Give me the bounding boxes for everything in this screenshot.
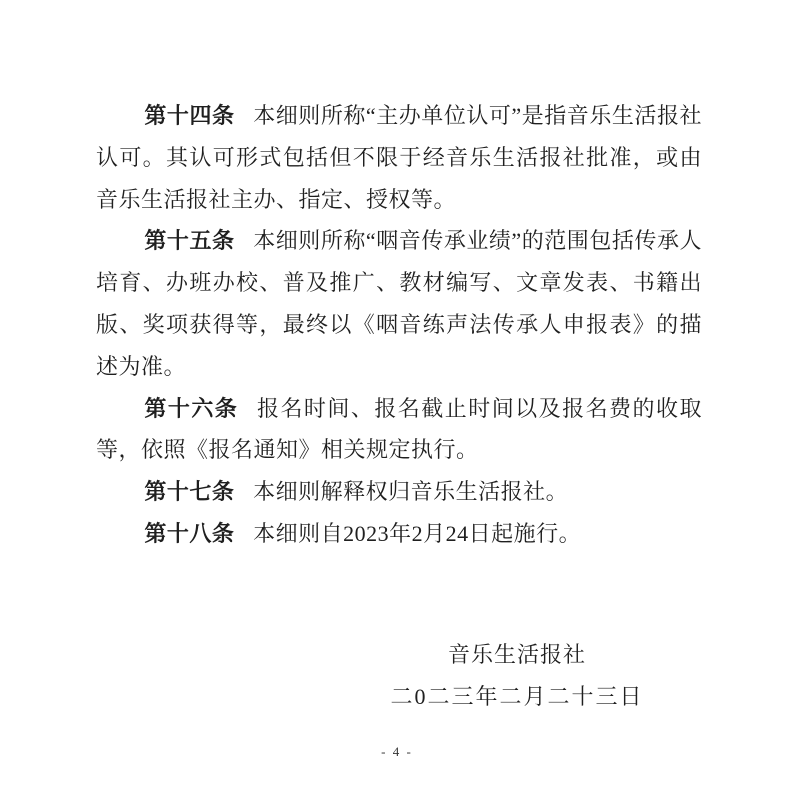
- article-text: 报名时间、报名截止时间以及报名费的收取等，依照《报名通知》相关规定执行。: [96, 395, 702, 463]
- article-number: 第十六条: [144, 395, 239, 421]
- article-paragraph: [96, 471, 702, 513]
- page-number: - 4 -: [381, 744, 413, 759]
- article-number: 第十四条: [144, 103, 235, 128]
- article-number: 第十八条: [144, 520, 235, 546]
- signature-date: 二0二三年二月二十三日: [390, 683, 644, 709]
- article-text: 本细则自2023年2月24日起施行。: [253, 520, 582, 546]
- article-paragraph: [96, 95, 702, 220]
- article-paragraph: [96, 220, 702, 387]
- article-paragraph: [96, 513, 702, 555]
- article-paragraph: [96, 388, 702, 472]
- article-text: 本细则解释权归音乐生活报社。: [253, 479, 569, 505]
- article-text: 本细则所称“主办单位认可”是指音乐生活报社认可。其认可形式包括但不限于经音乐生活报社批准，或由音乐生活报社主办、指定、授权等。: [96, 103, 702, 212]
- signature-organization: 音乐生活报社: [447, 641, 586, 667]
- article-number: 第十五条: [144, 228, 235, 254]
- document-body: [96, 95, 702, 718]
- article-text: 本细则所称“咽音传承业绩”的范围包括传承人培育、办班办校、普及推广、教材编写、文章发表、书籍出版、奖项获得等，最终以《咽音练声法传承人申报表》的描述为准。: [96, 228, 702, 379]
- signature-block: [96, 634, 702, 718]
- article-number: 第十七条: [144, 479, 235, 505]
